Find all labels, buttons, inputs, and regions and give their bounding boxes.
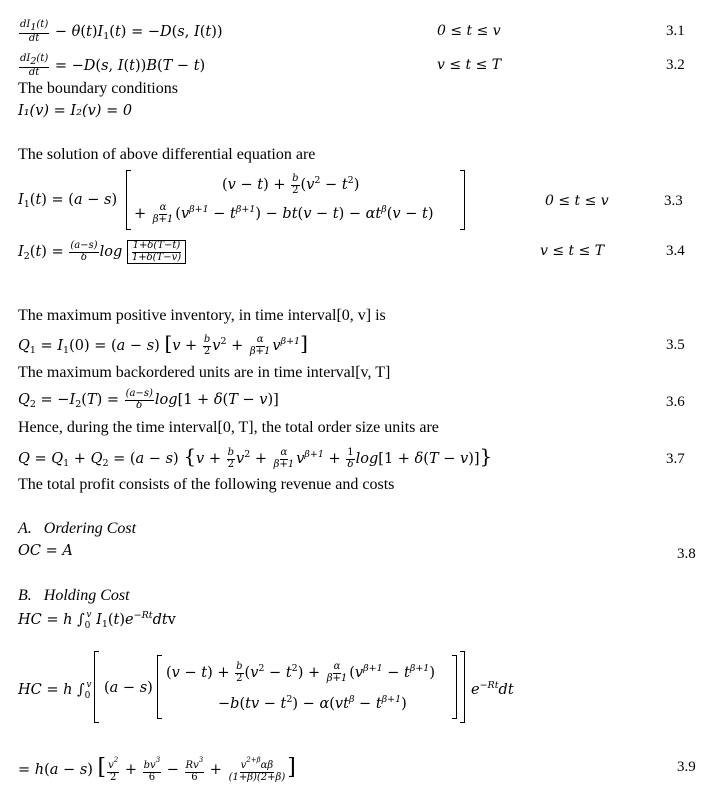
section-a-heading [18,520,136,538]
equation-number-3-9: 3.9 [677,759,696,775]
condition-3-2: v ≤ t ≤ T [437,57,502,73]
max-backorder-text: The maximum backordered units are in time interval[v, T] [18,364,391,381]
right-bracket [460,170,465,230]
equation-number-3-6: 3.6 [666,394,685,410]
equation-3-2: $\frac{dI2(t)}{dt}$ = −D(s, I(t))B(T − t) [20,53,206,78]
outer-right-bracket [460,651,465,723]
equation-3-3-line1: (v − t) + $\frac{b}{2}$ $(v^2 - t^2)$ [222,173,360,196]
equation-3-4: $I_2(t)$ = $\frac{(a-s)}{\delta}$ log $\frac{1+\delta(T-t)}{1+\delta(T-v)}$ [18,240,186,264]
equation-number-3-8: 3.8 [677,546,696,562]
profit-intro-text: The total profit consists of the following revenue and costs [18,476,395,493]
inner-right-bracket [452,655,457,719]
boundary-intro-text: The boundary conditions [18,80,178,97]
section-b-heading [18,587,130,605]
equation-3-6: $Q_2 = -I_2(T)$ = $\frac{(a-s)}{\delta}$ log[1 + δ(T − v)] [18,388,279,411]
order-size-text: Hence, during the time interval[0, T], the total order size units are [18,419,439,436]
section-a-title: Ordering Cost [43,520,137,537]
equation-number-3-4: 3.4 [666,243,685,259]
boundary-equation: I₁(v) = I₂(v) = 0 [18,103,133,119]
max-inventory-text: The maximum positive inventory, in time interval[0, v] is [18,307,386,324]
solution-intro-text: The solution of above differential equation are [18,146,316,163]
hc-expanded-line1: (v − t) + $\frac{b}{2}$ $(v^2 - t^2)$ + $\frac{\alpha}{\beta+1}$ $(v^{\beta+1} - t^{\beta+1})$ [166,661,435,684]
left-bracket [126,170,131,230]
hc-tail: $e^{-Rt}dt$ [471,680,514,698]
equation-3-7: $Q = Q_1 + Q_2 = (a - s) \{v$ + $\frac{b}{2}$ $v^2$ + $\frac{\alpha}{\beta+1}$ $v^{\beta+1}$ + $\frac{1}{\delta}$ log[1 + δ(T − v)]} [18,444,493,470]
equation-number-3-7: 3.7 [666,451,685,467]
equation-3-3-lhs: $I_1(t) = (a - s)$ [18,192,118,210]
hc-expanded-lhs: HC = h $\int_0^v$ [18,680,92,701]
condition-3-1: 0 ≤ t ≤ v [437,23,501,39]
equation-number-3-2: 3.2 [666,57,685,73]
outer-left-bracket [94,651,99,723]
condition-3-4: v ≤ t ≤ T [540,243,605,259]
equation-3-3-line2: + $\frac{\alpha}{\beta+1}$ $(v^{\beta+1} - t^{\beta+1}) - bt(v - t) - \alpha t^\beta(v - t)$ [134,202,434,225]
inner-left-bracket [157,655,162,719]
equation-3-5: $Q_1 = I_1(0) = (a - s) [v$ + $\frac{b}{2}$ $v^2$ + $\frac{\alpha}{\beta+1}$ $v^{\beta+1}$] [18,331,308,357]
section-b-letter: B. [18,587,32,604]
equation-3-9: = h(a − s) [ $\frac{v^2}{2}$ + $\frac{bv^3}{6}$ − $\frac{Rv^3}{6}$ + $\frac{v^{2+\beta}\alpha\beta}{(1+\beta)(2+\beta)}$ ] [18,755,296,783]
equation-number-3-5: 3.5 [666,337,685,353]
equation-number-3-1: 3.1 [666,23,685,39]
hc-factor: (a − s) [104,680,153,696]
equation-3-1: $\frac{dI1(t)}{dt}$ − $\theta(t)I_1(t) = -D(s$, I(t)) [20,19,223,44]
condition-3-3: 0 ≤ t ≤ v [545,193,609,209]
equation-3-8: OC = A [18,543,73,559]
hc-expanded-line2: $-b(tv - t^2) - \alpha(vt^\beta - t^{\beta+1})$ [218,694,407,712]
equation-number-3-3: 3.3 [664,193,683,209]
hc-definition: HC = h $\int_0^v$ $I_1(t)e^{-Rt}dtv$ [18,610,176,631]
section-a-letter: A. [18,520,32,537]
section-b-title: Holding Cost [43,587,130,604]
